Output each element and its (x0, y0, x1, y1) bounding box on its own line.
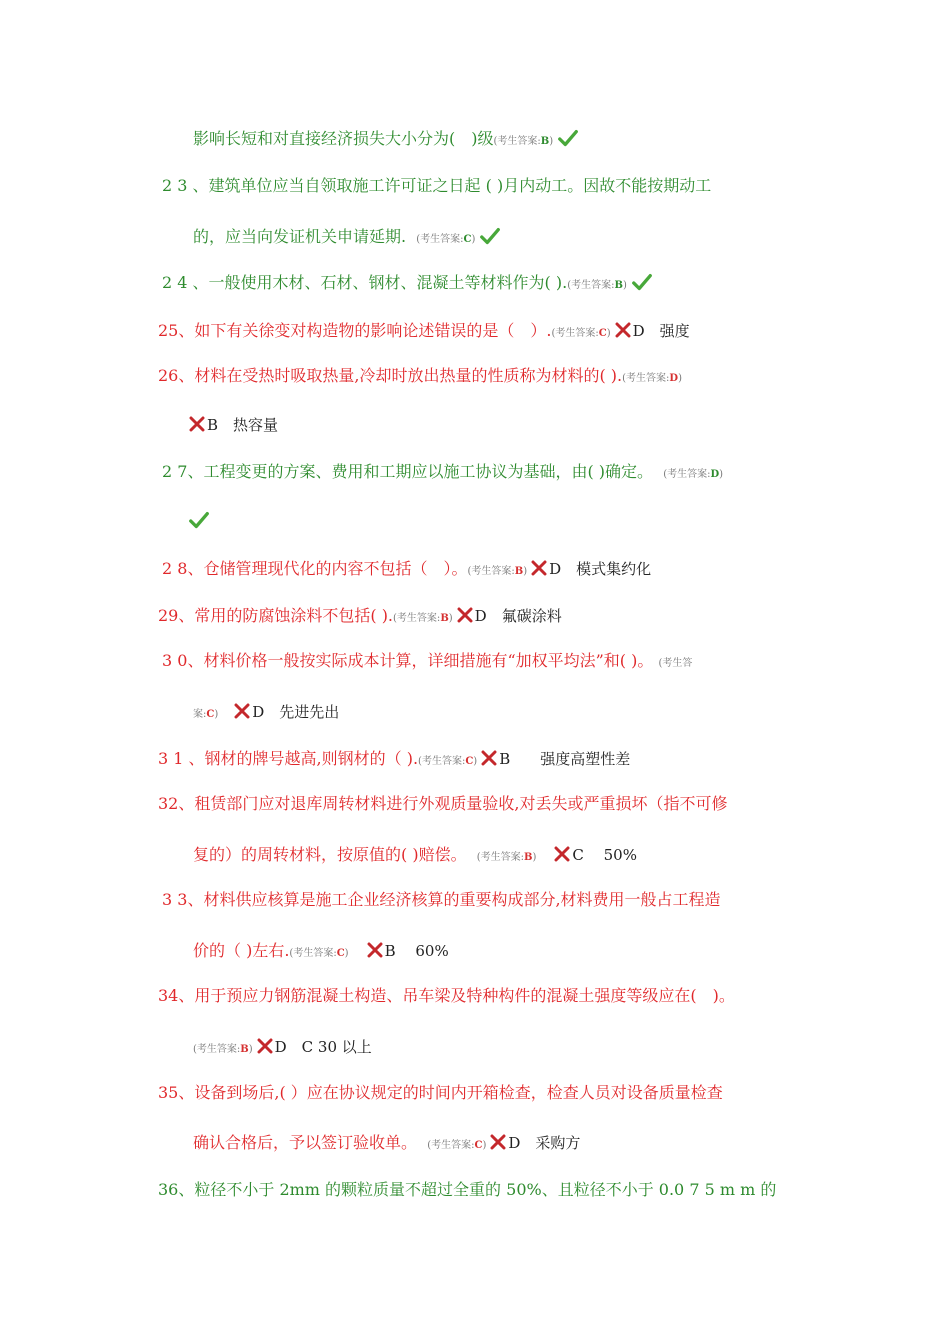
check-icon (631, 272, 653, 294)
question-34 (158, 985, 735, 1007)
cross-icon (457, 607, 473, 623)
cross-icon (234, 703, 250, 719)
question-34-continuation (193, 1036, 372, 1061)
question-33-continuation (193, 940, 449, 965)
question-text: 35、设备到场后,( ）应在协议规定的时间内开箱检查，检查人员对设备质量检查 (158, 1083, 723, 1102)
examinee-answer-note: (考生答案:B) (193, 1044, 253, 1055)
correct-answer: B 60% (384, 942, 449, 960)
question-text: 影响长短和对直接经济损失大小分为( )级 (193, 129, 494, 148)
correct-answer: D 先进先出 (252, 703, 340, 721)
question-27-mark (188, 510, 210, 532)
question-26 (158, 365, 682, 390)
examinee-answer-note: (考生答案:C) (416, 234, 476, 245)
correct-answer: D 模式集约化 (549, 560, 652, 578)
examinee-answer-note: (考生答案:B) (493, 136, 554, 147)
examinee-answer-note: (考生答案:B) (567, 280, 627, 291)
correct-answer: B 热容量 (207, 416, 279, 434)
cross-icon (531, 560, 547, 576)
question-26-correct-answer (189, 414, 278, 436)
question-23 (162, 175, 711, 197)
examinee-answer-note: (考生答案:C) (418, 756, 478, 767)
question-text: 32、租赁部门应对退库周转材料进行外观质量验收,对丢失或严重损坏（指不可修 (158, 794, 728, 813)
examinee-answer-note: (考生答案:D) (622, 373, 682, 384)
question-29 (158, 605, 562, 630)
examinee-answer-note: (考生答案:B) (476, 852, 537, 863)
question-35 (158, 1082, 723, 1104)
question-31 (158, 748, 630, 773)
question-text: 2 3 、建筑单位应当自领取施工许可证之日起 ( )月内动工。因故不能按期动工 (162, 176, 712, 195)
check-icon (557, 128, 579, 150)
cross-icon (615, 322, 631, 338)
correct-answer: D 氟碳涂料 (474, 607, 562, 625)
cross-icon (367, 942, 383, 958)
examinee-answer-note: (考生答案:D) (663, 469, 724, 480)
examinee-answer-note: (考生答 (658, 658, 693, 669)
question-text: 25、如下有关徐变对构造物的影响论述错误的是（ ）. (158, 321, 552, 340)
check-icon (479, 226, 501, 248)
examinee-answer-note: (考生答案:C) (427, 1140, 487, 1151)
question-text: 复的）的周转材料，按原值的( )赔偿。 (193, 845, 467, 864)
question-text: 价的（ )左右. (193, 941, 290, 960)
question-22-continuation (193, 128, 579, 153)
correct-answer: B 强度高塑性差 (499, 750, 631, 768)
question-text: 3 0、材料价格一般按实际成本计算，详细措施有“加权平均法”和( )。 (162, 651, 654, 670)
question-36 (158, 1179, 776, 1201)
examinee-answer-note: (考生答案:B) (467, 566, 528, 577)
question-24 (162, 272, 653, 297)
examinee-answer-note: (考生答案:B) (393, 613, 453, 624)
question-text: 2 4 、一般使用木材、石材、钢材、混凝土等材料作为( ). (162, 273, 568, 292)
question-23-continuation (193, 226, 501, 251)
cross-icon (189, 416, 205, 432)
question-text: 3 1 、钢材的牌号越高,则钢材的（ ). (158, 749, 419, 768)
question-28 (162, 558, 651, 583)
question-text: 3 3、材料供应核算是施工企业经济核算的重要构成部分,材料费用一般占工程造 (162, 890, 721, 909)
examinee-answer-note: (考生答案:C) (289, 948, 349, 959)
question-35-continuation (193, 1132, 580, 1157)
question-27 (162, 461, 723, 486)
question-text: 26、材料在受热时吸取热量,冷却时放出热量的性质称为材料的( ). (158, 366, 623, 385)
question-text: 36、粒径不小于 2mm 的颗粒质量不超过全重的 50%、且粒径不小于 0.0 7 5 m m 的 (158, 1180, 777, 1199)
question-text: 确认合格后，予以签订验收单。 (193, 1133, 418, 1152)
question-33 (162, 889, 721, 911)
correct-answer: C 50% (572, 846, 637, 864)
question-30-continuation (193, 701, 339, 726)
question-text: 34、用于预应力钢筋混凝土构造、吊车梁及特种构件的混凝土强度等级应在( )。 (158, 986, 735, 1005)
question-text: 2 8、仓储管理现代化的内容不包括（ ）。 (162, 559, 468, 578)
question-25 (158, 320, 690, 345)
question-text: 2 7、工程变更的方案、费用和工期应以施工协议为基础，由( )确定。 (162, 462, 654, 481)
check-icon (188, 510, 210, 532)
question-32-continuation (193, 844, 637, 869)
correct-answer: D C 30 以上 (274, 1038, 372, 1056)
cross-icon (481, 750, 497, 766)
examinee-answer-note: 案:C) (193, 709, 219, 720)
correct-answer: D 强度 (632, 322, 690, 340)
question-text: 的，应当向发证机关申请延期. (193, 227, 407, 246)
cross-icon (257, 1038, 273, 1054)
question-30 (162, 650, 692, 675)
question-32 (158, 793, 727, 815)
examinee-answer-note: (考生答案:C) (551, 328, 611, 339)
question-text: 29、常用的防腐蚀涂料不包括( ). (158, 606, 394, 625)
cross-icon (554, 846, 570, 862)
correct-answer: D 采购方 (508, 1134, 581, 1152)
cross-icon (490, 1134, 506, 1150)
